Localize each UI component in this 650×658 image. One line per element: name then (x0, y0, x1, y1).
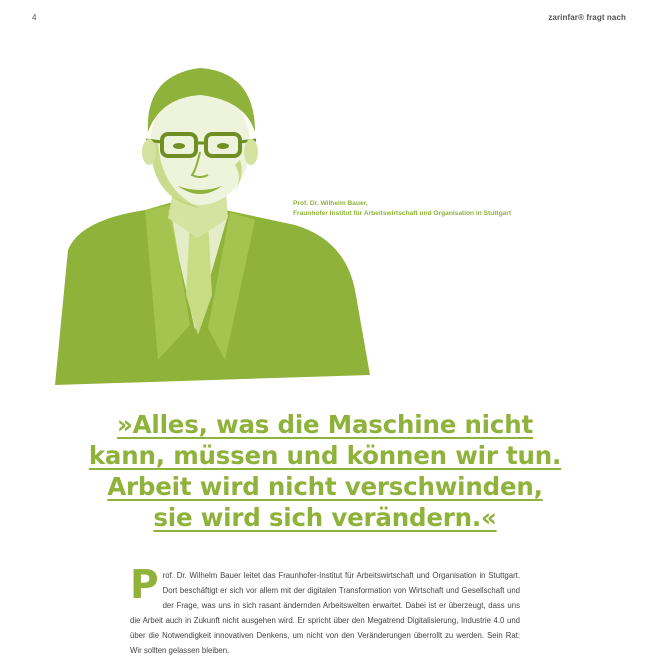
quote-line-text: »Alles, was die Maschine nicht (117, 410, 533, 439)
drop-cap: P (130, 563, 159, 608)
body-paragraph (130, 563, 520, 658)
caption-affiliation: Fraunhofer Institut für Arbeitswirtschaft und Organisation in Stuttgart (293, 209, 512, 217)
quote-line-text: Arbeit wird nicht verschwinden, (107, 472, 543, 501)
quote-line (0, 471, 650, 502)
running-head: zarinfar® fragt nach (548, 13, 626, 22)
quote-line (0, 409, 650, 440)
quote-line (0, 502, 650, 533)
portrait-caption (293, 199, 511, 218)
quote-line (0, 440, 650, 471)
quote-line-text: kann, müssen und können wir tun. (88, 441, 562, 470)
body-text: rof. Dr. Wilhelm Bauer leitet das Fraunhofer-Institut für Arbeitswirtschaft und Organisation in Stuttgart. Dort beschäftigt er sich vor allem mit der digitalen Transformation von Wirtschaft und Gesellschaft und der Frage, was uns in sich rasant ändernden Arbeitswelten erwartet. Dabei ist er überzeugt, dass uns die Arbeit auch in Zukunft nicht ausgehen wird. Er spricht über den Megatrend Digitalisierung, Industrie 4.0 und über die Notwendigkeit innovativen Denkens, um nicht von den Veränderungen überrollt zu werden. Sein Rat: Wir sollten gelassen bleiben. (130, 571, 520, 655)
caption-name: Prof. Dr. Wilhelm Bauer, (293, 200, 368, 207)
page-number: 4 (32, 13, 37, 22)
pull-quote (0, 409, 650, 533)
quote-line-text: sie wird sich verändern.« (153, 503, 497, 532)
portrait-illustration (50, 60, 380, 390)
